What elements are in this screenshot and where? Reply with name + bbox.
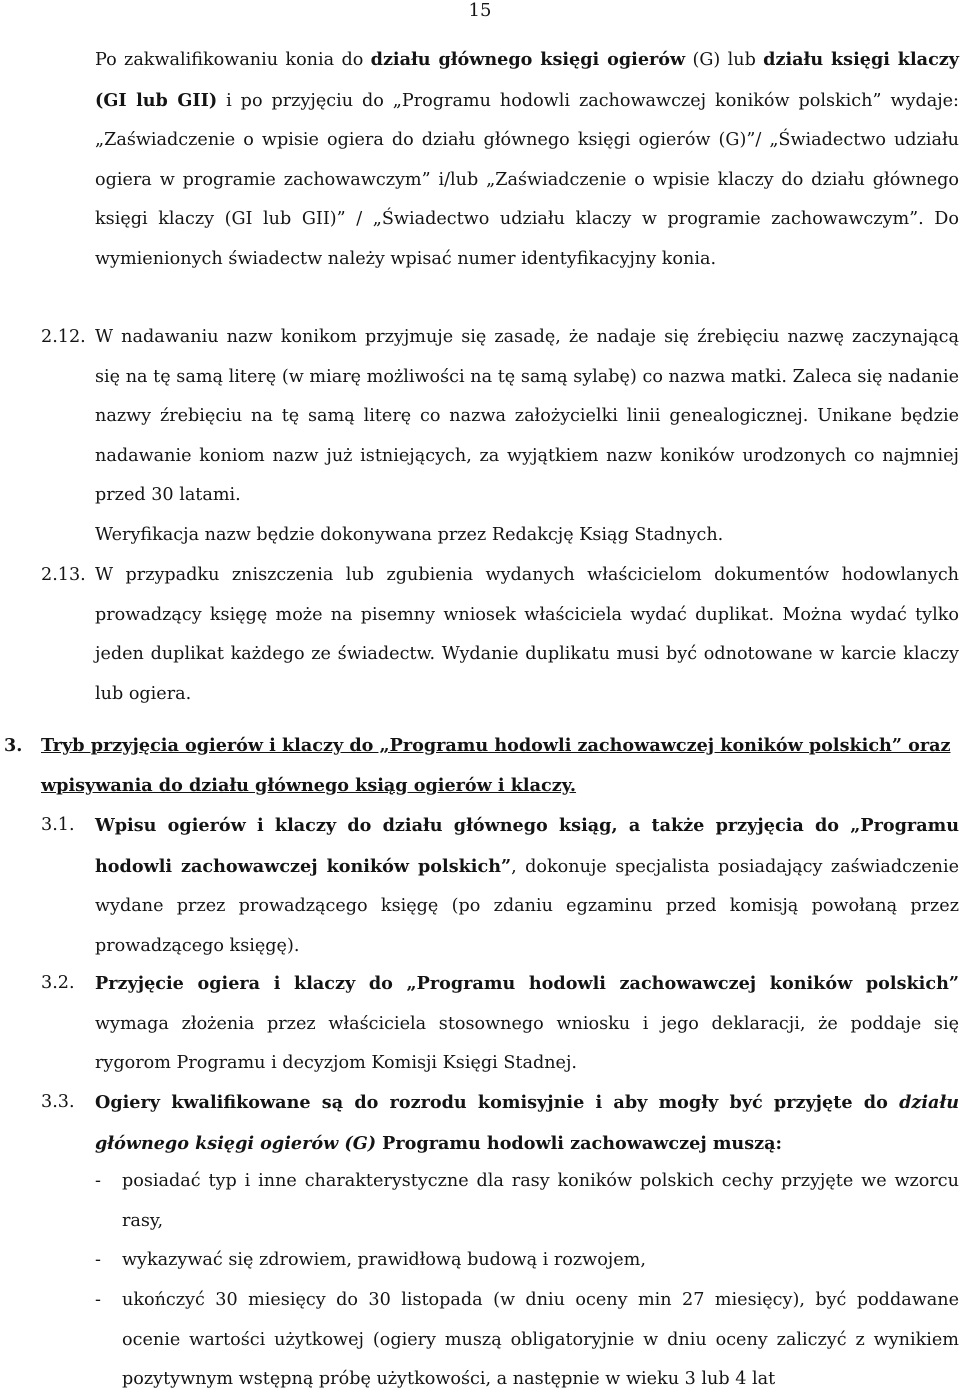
intro-bold-1: działu głównego księgi ogierów — [370, 49, 686, 70]
bullet-text-2: wykazywać się zdrowiem, prawidłową budową i rozwojem, — [122, 1250, 646, 1270]
section-3-number: 3. — [4, 735, 23, 756]
section-2-12-number: 2.12. — [41, 327, 86, 347]
section-3-1-number: 3.1. — [41, 815, 75, 835]
section-3-3-number: 3.3. — [41, 1092, 75, 1112]
section-3-3-bold-1: Ogiery kwalifikowane są do rozrodu komisyjnie i aby mogły być przyjęte do — [95, 1092, 900, 1113]
section-2-13-text: W przypadku zniszczenia lub zgubienia wydanych właścicielom dokumentów hodowlanych prowadzący księgę może na pisemny wniosek właściciela wydać duplikat. Można wydać tylko jeden duplikat każdego ze świadectw. Wydanie duplikatu musi być odnotowane w karcie klaczy lub ogiera. — [95, 565, 959, 704]
section-3-1-rest: , dokonuje specjalista posiadający zaświadczenie wydane przez prowadzącego księgę (po zdaniu egzaminu przed komisją powołaną przez prowadzącego księgę). — [95, 856, 959, 956]
bullet-dash-1: - — [95, 1171, 101, 1191]
intro-text-2: (G) lub — [685, 50, 764, 70]
bullet-text-1: posiadać typ i inne charakterystyczne dla rasy koników polskich cechy przyjęte we wzorcu rasy, — [122, 1171, 959, 1231]
section-2-13-number: 2.13. — [41, 565, 86, 585]
section-3-2-number: 3.2. — [41, 973, 75, 993]
intro-bold-2: działu księgi klaczy (GI lub GII) — [95, 49, 959, 111]
intro-text-1: Po zakwalifikowaniu konia do — [95, 50, 371, 70]
section-3-2-text — [95, 964, 959, 1084]
intro-text-3: i po przyjęciu do „Programu hodowli zachowawczej koników polskich” wydaje: „Zaświadczenie o wpisie ogiera do działu głównego księgi ogierów (G)”/ „Świadectwo udziału ogiera w programie zachowawczym” i/lub „Zaświadczenie o wpisie klaczy do działu głównego księgi klaczy (GI lub GII)” / „Świadectwo udziału klaczy w programie zachowawczym”. Do wymienionych świadectw należy wpisać numer identyfikacyjny konia. — [95, 90, 959, 269]
intro-paragraph — [95, 40, 959, 279]
section-3-1-text — [95, 806, 959, 966]
bullet-dash-2: - — [95, 1250, 101, 1270]
page-number: 15 — [468, 0, 492, 21]
section-3-2-rest: wymaga złożenia przez właściciela stosownego wniosku i jego deklaracji, że poddaje się rygorom Programu i decyzjom Komisji Księgi Stadnej. — [95, 1013, 959, 1073]
section-3-1-bold: Wpisu ogierów i klaczy do działu głównego ksiąg, a także przyjęcia do „Programu hodowli zachowawczej koników polskich” — [95, 815, 959, 877]
section-3-3-bold-2: Programu hodowli zachowawczej muszą: — [376, 1132, 783, 1154]
section-3-3-bold-italic: działu głównego księgi ogierów (G) — [95, 1092, 959, 1154]
section-3-3-text — [95, 1083, 959, 1164]
section-3-2-bold: Przyjęcie ogiera i klaczy do „Programu hodowli zachowawczej koników polskich” — [95, 973, 959, 994]
section-2-12-text-2: Weryfikacja nazw będzie dokonywana przez Redakcję Ksiąg Stadnych. — [95, 525, 724, 545]
bullet-dash-3: - — [95, 1290, 101, 1310]
bullet-text-3: ukończyć 30 miesięcy do 30 listopada (w dniu oceny min 27 miesięcy), być poddawane ocenie wartości użytkowej (ogiery muszą obligatoryjnie w dniu oceny zaliczyć z wynikiem pozytywnym wstępną próbę użytkowości, a następnie w wieku 3 lub 4 lat — [122, 1290, 959, 1389]
section-3-heading: Tryb przyjęcia ogierów i klaczy do „Programu hodowli zachowawczej koników polskich” oraz wpisywania do działu głównego ksiąg ogierów i klaczy. — [41, 735, 951, 796]
section-2-12-text: W nadawaniu nazw konikom przyjmuje się zasadę, że nadaje się źrebięciu nazwę zaczynającą się na tę samą literę (w miarę możliwości na tę samą sylabę) co nazwa matki. Zaleca się nadanie nazwy źrebięciu na tę samą literę co nazwa założycielki linii genealogicznej. Unikane będzie nadawanie koniom nazw już istniejących, za wyjątkiem nazw koników urodzonych co najmniej przed 30 latami. — [95, 327, 959, 505]
